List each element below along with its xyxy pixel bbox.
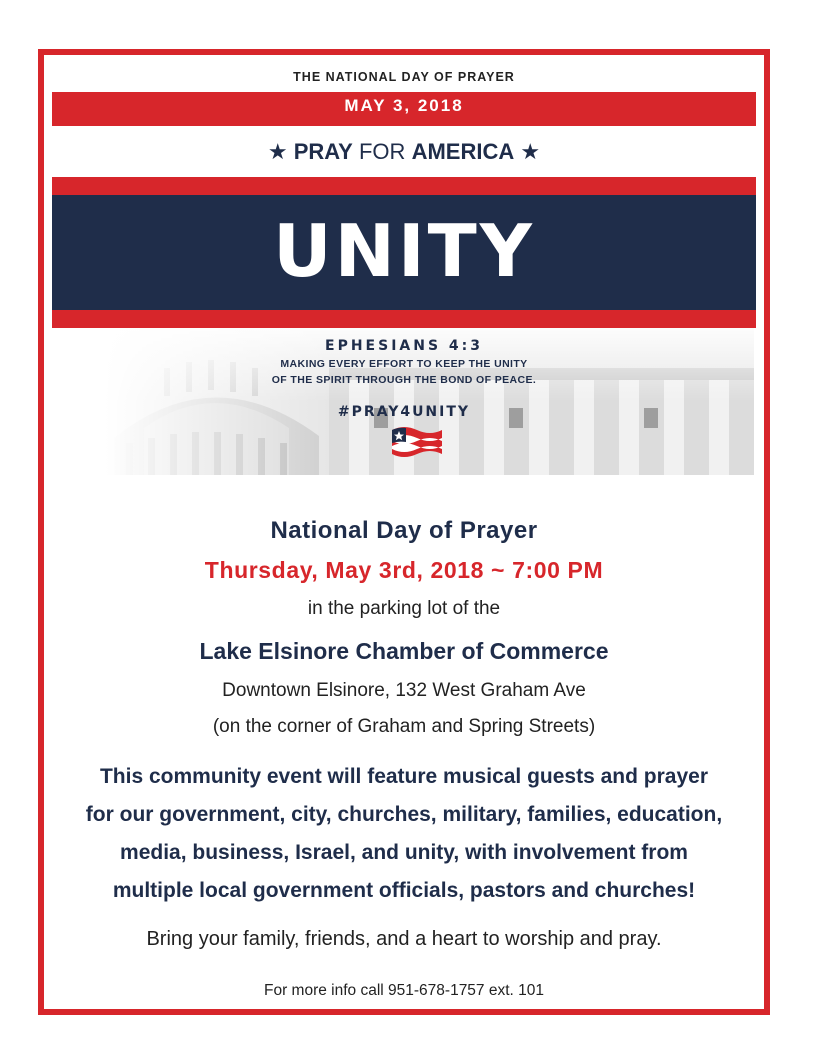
verse-reference: EPHESIANS 4:3	[325, 338, 483, 354]
event-title: National Day of Prayer	[270, 517, 538, 544]
for-word: FOR	[358, 139, 406, 164]
description-line: multiple local government officials, pastors and churches!	[112, 879, 696, 902]
description-line: media, business, Israel, and unity, with involvement from	[120, 841, 688, 864]
red-stripe-bottom	[52, 310, 756, 328]
pray-for-america	[44, 139, 764, 165]
venue-name: Lake Elsinore Chamber of Commerce	[199, 638, 609, 664]
flag-icon	[390, 424, 444, 460]
event-description	[54, 758, 754, 910]
hashtag: #PRAY4UNITY	[337, 404, 471, 420]
red-stripe-middle	[52, 177, 756, 195]
flyer	[38, 49, 770, 1015]
star-icon: ★	[520, 139, 541, 164]
theme-title: UNITY	[273, 209, 535, 293]
description-line: This community event will feature musical guests and prayer	[99, 765, 708, 788]
verse-line: OF THE SPIRIT THROUGH THE BOND OF PEACE.	[271, 374, 537, 386]
date-banner: MAY 3, 2018	[344, 96, 464, 115]
description-line: for our government, city, churches, military, families, education,	[85, 803, 723, 826]
location-intro: in the parking lot of the	[307, 598, 501, 619]
contact-info: For more info call 951-678-1757 ext. 101	[263, 982, 545, 999]
header-banner	[44, 55, 764, 513]
america-word: AMERICA	[411, 139, 515, 164]
star-icon: ★	[267, 139, 288, 164]
invitation-line: Bring your family, friends, and a heart to worship and pray.	[146, 928, 662, 950]
pray-word: PRAY	[293, 139, 353, 164]
corner-note: (on the corner of Graham and Spring Streets)	[212, 716, 596, 737]
venue-address: Downtown Elsinore, 132 West Graham Ave	[222, 680, 586, 701]
event-datetime: Thursday, May 3rd, 2018 ~ 7:00 PM	[204, 557, 604, 583]
verse-text	[44, 356, 764, 388]
top-title: THE NATIONAL DAY OF PRAYER	[293, 70, 515, 84]
verse-line: MAKING EVERY EFFORT TO KEEP THE UNITY	[280, 358, 528, 370]
